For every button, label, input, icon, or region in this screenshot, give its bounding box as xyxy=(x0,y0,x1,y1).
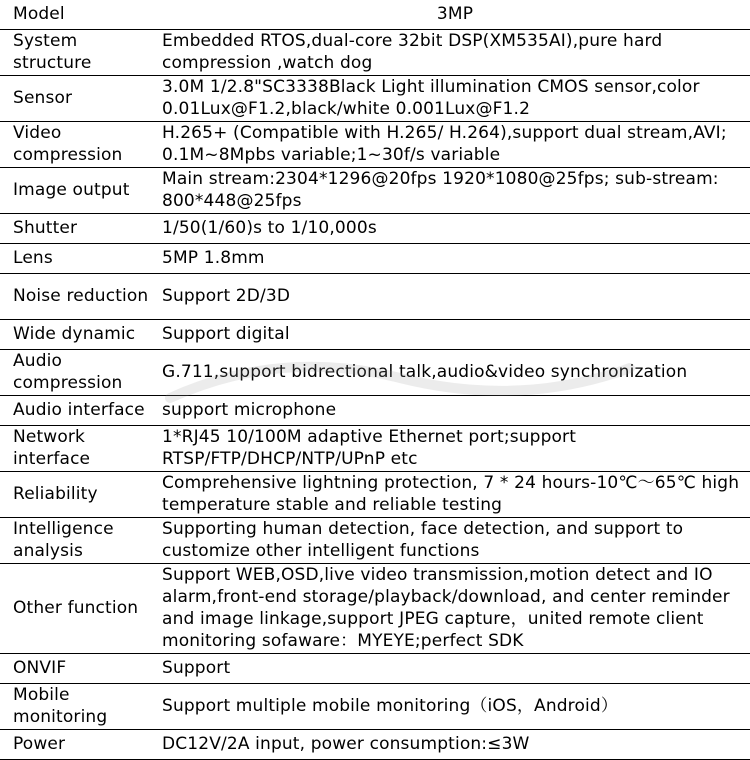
spec-value: Comprehensive lightning protection, 7 * 24 hours-10℃～65℃ high temperature stable and reliable testing xyxy=(156,472,750,518)
spec-label: Reliability xyxy=(0,472,156,518)
spec-label: Noise reduction xyxy=(0,274,156,320)
spec-row-lens xyxy=(0,244,750,274)
spec-value: Support xyxy=(156,654,750,684)
spec-label: Lens xyxy=(0,244,156,274)
spec-header-label: Model xyxy=(0,0,156,30)
spec-header-value: 3MP xyxy=(156,0,750,30)
spec-label: Intelligence analysis xyxy=(0,518,156,564)
spec-value: support microphone xyxy=(156,396,750,426)
spec-label: Audio compression xyxy=(0,350,156,396)
spec-label: Image output xyxy=(0,168,156,214)
spec-header-row xyxy=(0,0,750,30)
spec-row-onvif xyxy=(0,654,750,684)
spec-label: Mobile monitoring xyxy=(0,684,156,730)
spec-value: Support digital xyxy=(156,320,750,350)
spec-label: System structure xyxy=(0,30,156,76)
spec-label: Video compression xyxy=(0,122,156,168)
spec-value: Main stream:2304*1296@20fps 1920*1080@25fps; sub-stream: 800*448@25fps xyxy=(156,168,750,214)
spec-row-network-interface xyxy=(0,426,750,472)
spec-value: DC12V/2A input, power consumption:≤3W xyxy=(156,730,750,760)
spec-row-video-compression xyxy=(0,122,750,168)
spec-label: Audio interface xyxy=(0,396,156,426)
spec-label: Other function xyxy=(0,564,156,654)
spec-value: 1/50(1/60)s to 1/10,000s xyxy=(156,214,750,244)
spec-value: 3.0M 1/2.8"SC3338Black Light illumination CMOS sensor,color 0.01Lux@F1.2,black/white 0.001Lux@F1.2 xyxy=(156,76,750,122)
spec-row-audio-interface xyxy=(0,396,750,426)
spec-label: Network interface xyxy=(0,426,156,472)
spec-row-mobile-monitoring xyxy=(0,684,750,730)
spec-row-sensor xyxy=(0,76,750,122)
spec-label: Sensor xyxy=(0,76,156,122)
spec-value: G.711,support bidrectional talk,audio&video synchronization xyxy=(156,350,750,396)
spec-row-power xyxy=(0,730,750,760)
spec-value: H.265+ (Compatible with H.265/ H.264),support dual stream,AVI; 0.1M~8Mpbs variable;1~30f/s variable xyxy=(156,122,750,168)
spec-value: 5MP 1.8mm xyxy=(156,244,750,274)
spec-value: Support multiple mobile monitoring（iOS，Android） xyxy=(156,684,750,730)
spec-value: Embedded RTOS,dual-core 32bit DSP(XM535AI),pure hard compression ,watch dog xyxy=(156,30,750,76)
spec-row-noise-reduction xyxy=(0,274,750,320)
spec-value: Supporting human detection, face detection, and support to customize other intelligent functions xyxy=(156,518,750,564)
spec-row-image-output xyxy=(0,168,750,214)
spec-label: Power xyxy=(0,730,156,760)
spec-label: Shutter xyxy=(0,214,156,244)
spec-label: ONVIF xyxy=(0,654,156,684)
spec-row-intelligence-analysis xyxy=(0,518,750,564)
spec-value: Support WEB,OSD,live video transmission,motion detect and IO alarm,front-end storage/playback/download, and center reminder and image linkage,support JPEG capture，united remote client monitoring sofaware：MYEYE;perfect SDK xyxy=(156,564,750,654)
spec-row-shutter xyxy=(0,214,750,244)
spec-row-other-function xyxy=(0,564,750,654)
spec-row-wide-dynamic xyxy=(0,320,750,350)
spec-label: Wide dynamic xyxy=(0,320,156,350)
spec-row-system-structure xyxy=(0,30,750,76)
spec-value: Support 2D/3D xyxy=(156,274,750,320)
spec-row-audio-compression xyxy=(0,350,750,396)
spec-row-reliability xyxy=(0,472,750,518)
spec-value: 1*RJ45 10/100M adaptive Ethernet port;support RTSP/FTP/DHCP/NTP/UPnP etc xyxy=(156,426,750,472)
